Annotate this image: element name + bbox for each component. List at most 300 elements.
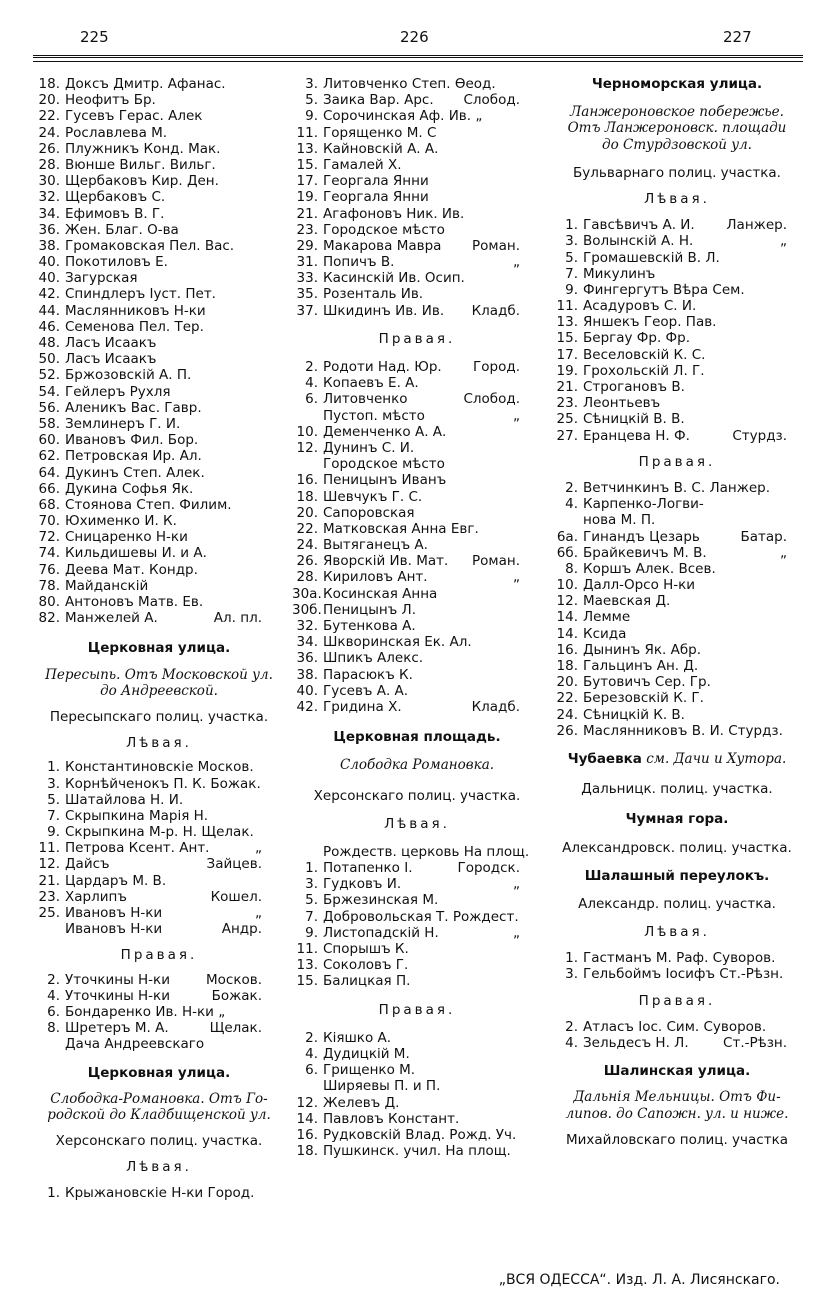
- house-number: 3.: [565, 966, 578, 983]
- house-number: 9.: [305, 108, 318, 125]
- resident-name: Бергау Фр. Фр.: [583, 330, 691, 347]
- list-item: [34, 1004, 262, 1020]
- resident-name: Листопадскій Н.: [323, 924, 439, 941]
- street-name: Чубаевка: [567, 750, 642, 767]
- house-number: 4.: [565, 1035, 578, 1051]
- list-item: [34, 889, 262, 905]
- list-item: [34, 141, 262, 157]
- list-item: [552, 723, 787, 739]
- list-item: [292, 602, 520, 618]
- house-number: 6.: [305, 1062, 318, 1079]
- house-number: 76.: [38, 561, 60, 578]
- resident-name: Сницаренко Н-ки: [65, 529, 188, 546]
- house-number: 20.: [296, 504, 318, 521]
- resident-name: Косинская Анна: [323, 585, 438, 602]
- resident-name: Яншекъ Геор. Пав.: [583, 314, 717, 331]
- list-item: [552, 395, 787, 411]
- resident-name: Шевчукъ Г. С.: [323, 488, 423, 505]
- resident-name: Дукина Софья Як.: [65, 480, 194, 497]
- resident-name: Плужникъ Конд. Мак.: [65, 140, 221, 157]
- list-c3sr: [552, 1019, 787, 1051]
- section-title: Чумная гора.: [625, 811, 729, 828]
- list-item: [34, 189, 262, 205]
- list-item: [292, 941, 520, 957]
- location-note: Кладб.: [471, 302, 520, 319]
- list-item: [292, 408, 520, 424]
- house-number: 29.: [296, 237, 318, 254]
- list-item: [34, 416, 262, 432]
- resident-name: Маевская Д.: [583, 593, 671, 610]
- house-number: 37.: [296, 302, 318, 319]
- house-number: 6а.: [556, 528, 578, 545]
- resident-name: Уточкины Н-ки: [65, 971, 170, 988]
- resident-name: Городское мѣсто: [323, 456, 445, 473]
- section-subtitle: до Стурдзовской ул.: [602, 136, 752, 153]
- police-district: Херсонскаго полиц. участка.: [313, 787, 521, 804]
- house-number: 4.: [305, 375, 318, 392]
- list-item: [292, 667, 520, 683]
- list-item: [552, 496, 787, 512]
- section-title: Шалашный переулокъ.: [584, 867, 770, 884]
- resident-name: Гусевъ А. А.: [323, 682, 409, 699]
- location-note: Роман.: [472, 237, 520, 254]
- list-c3sl: [552, 950, 787, 982]
- resident-name: Сѣницкій В. В.: [583, 411, 685, 428]
- resident-name: Макарова Мавра: [323, 237, 442, 254]
- list-item: [552, 314, 787, 330]
- house-number: 33.: [296, 270, 318, 287]
- house-number: 30а.: [292, 585, 322, 602]
- house-number: 24.: [38, 124, 60, 141]
- location-note: „: [513, 569, 520, 586]
- house-number: 7.: [565, 265, 578, 282]
- location-note: Ст.-Рѣзн.: [723, 1035, 787, 1051]
- house-number: 64.: [38, 464, 60, 481]
- list-item: [292, 909, 520, 925]
- house-number: 78.: [38, 577, 60, 594]
- resident-name: Бржозовскій А. П.: [65, 367, 192, 384]
- house-number: 2.: [565, 479, 578, 496]
- list-item: [292, 424, 520, 440]
- resident-name: Матковская Анна Евг.: [323, 520, 479, 537]
- house-number: 1.: [47, 1185, 60, 1202]
- list-item: [552, 545, 787, 561]
- list-item: [292, 537, 520, 553]
- house-number: 18.: [38, 76, 60, 92]
- house-number: 54.: [38, 383, 60, 400]
- section-subtitle: липов. до Сапожн. ул. и ниже.: [565, 1105, 789, 1122]
- resident-name: Дунинъ С. И.: [323, 439, 415, 456]
- house-number: 22.: [296, 520, 318, 537]
- resident-name: Городское мѣсто: [323, 221, 445, 238]
- resident-name: Скрыпкина Марія Н.: [65, 807, 209, 824]
- house-number: 18.: [296, 488, 318, 505]
- house-number: 8.: [47, 1020, 60, 1037]
- house-number: 13.: [556, 314, 578, 331]
- house-number: 1.: [565, 950, 578, 967]
- list-item: [292, 472, 520, 488]
- list-item: [552, 658, 787, 674]
- house-number: 48.: [38, 335, 60, 351]
- list-item: [34, 1036, 262, 1052]
- house-number: 30.: [38, 173, 60, 190]
- house-number: 23.: [38, 888, 60, 905]
- resident-name: Пустоп. мѣсто: [323, 407, 425, 424]
- house-number: 13.: [296, 957, 318, 974]
- resident-name: Шпикъ Алекс.: [323, 650, 424, 667]
- resident-name: Спиндлеръ Іуст. Пет.: [65, 286, 216, 303]
- house-number: 9.: [565, 281, 578, 298]
- resident-name: Неофитъ Бр.: [65, 92, 156, 109]
- resident-name: Манжелей А.: [65, 610, 158, 627]
- resident-name: Еранцева Н. Ф.: [583, 427, 690, 444]
- list-item: [34, 286, 262, 302]
- resident-name: Кильдишевы И. и А.: [65, 545, 207, 562]
- police-district: Бульварнаго полиц. участка.: [573, 164, 781, 181]
- house-number: 8.: [565, 560, 578, 577]
- resident-name: Константиновскіе Москов.: [65, 759, 254, 776]
- resident-name: Ивановъ Н-ки: [65, 905, 163, 921]
- list-item: [292, 303, 520, 319]
- side-left-heading: Лѣвая.: [644, 924, 710, 941]
- house-number: 12.: [38, 856, 60, 873]
- location-note: Слобод.: [463, 391, 520, 408]
- house-number: 2.: [305, 359, 318, 375]
- resident-name: Сапоровская: [323, 504, 415, 521]
- list-item: [552, 266, 787, 282]
- list-item: [34, 824, 262, 840]
- resident-name: Зельдесъ Н. Л.: [583, 1035, 689, 1051]
- house-number: 1.: [305, 860, 318, 877]
- resident-name: Копаевъ Е. А.: [323, 375, 419, 392]
- resident-name: Рождеств. церковь На площ.: [323, 843, 530, 860]
- house-number: 68.: [38, 496, 60, 513]
- house-number: 15.: [296, 973, 318, 990]
- list-item: [292, 440, 520, 456]
- list-item: [292, 876, 520, 892]
- list-item: [34, 610, 262, 626]
- house-number: 16.: [296, 1126, 318, 1143]
- house-number: 25.: [38, 905, 60, 921]
- list-item: [34, 497, 262, 513]
- resident-name: Добровольская Т. Рождест.: [323, 908, 519, 925]
- resident-name: Желевъ Д.: [323, 1094, 400, 1111]
- resident-name: Ивановъ Фил. Бор.: [65, 432, 199, 449]
- list-item: [292, 505, 520, 521]
- resident-name: Карпенко-Логви-: [583, 496, 704, 513]
- list-item: [34, 108, 262, 124]
- resident-name: Юхименко И. К.: [65, 513, 177, 530]
- house-number: 27.: [556, 427, 578, 444]
- house-number: 7.: [305, 908, 318, 925]
- list-item: [292, 238, 520, 254]
- resident-name: Заика Вар. Арс.: [323, 92, 434, 109]
- resident-name: Веселовскій К. С.: [583, 346, 706, 363]
- house-number: 16.: [556, 641, 578, 658]
- list-item: [552, 609, 787, 625]
- list-item: [292, 860, 520, 876]
- resident-name: Рославлева М.: [65, 124, 168, 141]
- resident-name: Строгановъ В.: [583, 379, 685, 395]
- house-number: 5.: [305, 892, 318, 909]
- side-right-heading: Правая.: [120, 947, 198, 964]
- location-note: Город.: [473, 359, 520, 375]
- list-item: [292, 892, 520, 908]
- list-item: [34, 562, 262, 578]
- resident-name: нова М. П.: [583, 512, 656, 529]
- house-number: 15.: [556, 330, 578, 347]
- house-number: 52.: [38, 367, 60, 384]
- house-number: 6.: [305, 391, 318, 408]
- list-item: [34, 254, 262, 270]
- resident-name: Гудковъ И.: [323, 876, 402, 893]
- house-number: 22.: [38, 108, 60, 125]
- resident-name: Бржезинская М.: [323, 892, 439, 909]
- police-district: Херсонскаго полиц. участка.: [55, 1133, 263, 1150]
- house-number: 9.: [47, 824, 60, 841]
- list-item: [34, 384, 262, 400]
- house-number: 4.: [565, 496, 578, 513]
- list-item: [292, 141, 520, 157]
- location-note: „: [513, 254, 520, 271]
- resident-name: Волынскій А. Н.: [583, 233, 694, 250]
- list-item: [292, 189, 520, 205]
- police-district: Михайловскаго полиц. участка: [565, 1131, 788, 1148]
- location-note: Щелак.: [209, 1020, 262, 1037]
- resident-name: Корнѣйченокъ П. К. Божак.: [65, 775, 261, 792]
- location-note: Божак.: [211, 987, 262, 1004]
- list-item: [292, 173, 520, 189]
- house-number: 28.: [296, 569, 318, 586]
- list-item: [292, 957, 520, 973]
- list-item: [34, 972, 262, 988]
- list-item: [552, 642, 787, 658]
- location-note: „: [780, 233, 787, 250]
- house-number: 1.: [47, 759, 60, 776]
- house-number: 40.: [38, 270, 60, 287]
- resident-name: Ширяевы П. и П.: [323, 1078, 441, 1095]
- resident-name: Ласъ Исаакъ: [65, 335, 157, 351]
- resident-name: Крыжановскіе Н-ки Город.: [65, 1185, 255, 1202]
- list-item: [34, 529, 262, 545]
- list-item: [292, 699, 520, 715]
- list-item: [34, 481, 262, 497]
- resident-name: Ефимовъ В. Г.: [65, 205, 165, 222]
- page-number-left: 225: [80, 28, 109, 46]
- house-number: 14.: [556, 609, 578, 626]
- list-item: [552, 950, 787, 966]
- list-item: [34, 465, 262, 481]
- list-item: [292, 125, 520, 141]
- resident-name: Касинскій Ив. Осип.: [323, 270, 465, 287]
- list-item: [292, 157, 520, 173]
- list-item: [292, 925, 520, 941]
- house-number: 21.: [296, 205, 318, 222]
- house-number: 2.: [47, 971, 60, 988]
- list-item: [292, 650, 520, 666]
- house-number: 14.: [556, 625, 578, 642]
- house-number: 30б.: [292, 601, 322, 618]
- house-number: 31.: [296, 254, 318, 271]
- list-item: [34, 432, 262, 448]
- house-number: 20.: [38, 92, 60, 109]
- house-number: 44.: [38, 302, 60, 319]
- location-note: „: [513, 876, 520, 893]
- resident-name: Яворскій Ив. Мат.: [323, 553, 449, 570]
- resident-name: Пеницынъ Л.: [323, 601, 417, 618]
- resident-name: Розенталь Ив.: [323, 286, 424, 303]
- list-item: [292, 92, 520, 108]
- house-number: 18.: [556, 658, 578, 674]
- resident-name: Вюнше Вильг. Вильг.: [65, 156, 216, 173]
- list-item: [552, 690, 787, 706]
- list-item: [34, 448, 262, 464]
- section-subtitle: Слободка-Романовка. Отъ Го-: [50, 1090, 268, 1107]
- resident-name: Аленикъ Вас. Гавр.: [65, 399, 202, 416]
- resident-name: Гельбоймъ Іосифъ Ст.-Рѣзн.: [583, 966, 784, 983]
- column-1: [34, 76, 284, 1202]
- list-item: [552, 1035, 787, 1051]
- house-number: 11.: [556, 298, 578, 315]
- resident-name: Деева Мат. Кондр.: [65, 561, 198, 578]
- house-number: 74.: [38, 545, 60, 562]
- list-item: [292, 1127, 520, 1143]
- house-number: 56.: [38, 399, 60, 416]
- location-note: Слобод.: [463, 92, 520, 109]
- house-number: 10.: [556, 577, 578, 594]
- list-item: [552, 1019, 787, 1035]
- house-number: 70.: [38, 513, 60, 530]
- house-number: 62.: [38, 448, 60, 465]
- house-number: 14.: [296, 1110, 318, 1127]
- list-c2r: [292, 1030, 520, 1160]
- side-right-heading: Правая.: [638, 992, 716, 1009]
- section-subtitle: Пересыпь. Отъ Московской ул.: [45, 666, 273, 683]
- list-c1r1: [34, 972, 262, 1053]
- house-number: 12.: [296, 1094, 318, 1111]
- list-item: [552, 233, 787, 249]
- resident-name: Грохольскій Л. Г.: [583, 362, 705, 379]
- list-item: [34, 222, 262, 238]
- house-number: 19.: [556, 362, 578, 379]
- resident-name: Литовченко: [323, 391, 408, 408]
- resident-name: Коршъ Алек. Всев.: [583, 560, 716, 577]
- list-item: [552, 529, 787, 545]
- list-item: [552, 282, 787, 298]
- list-item: [34, 270, 262, 286]
- resident-name: Дукинъ Степ. Алек.: [65, 464, 205, 481]
- resident-name: Агафоновъ Ник. Ив.: [323, 205, 465, 222]
- resident-name: Бутовичъ Сер. Гр.: [583, 674, 711, 691]
- location-note: Андр.: [221, 921, 262, 938]
- house-number: 40.: [296, 682, 318, 699]
- house-number: 23.: [296, 221, 318, 238]
- list-item: [34, 367, 262, 383]
- house-number: 3.: [305, 76, 318, 92]
- resident-name: Кайновскій А. А.: [323, 140, 439, 157]
- resident-name: Шкидинъ Ив. Ив.: [323, 302, 445, 319]
- resident-name: Шкворинская Ек. Ал.: [323, 634, 472, 651]
- list-item: [34, 792, 262, 808]
- house-number: 18.: [296, 1143, 318, 1160]
- resident-name: Харлипъ: [65, 888, 127, 905]
- resident-name: Маслянниковъ Н-ки: [65, 302, 206, 319]
- list-item: [34, 905, 262, 921]
- list-item: [292, 569, 520, 585]
- list-c3l: [552, 217, 787, 444]
- resident-name: Георгала Янни: [323, 189, 429, 206]
- section-subtitle: до Андреевской.: [100, 682, 218, 699]
- list-item: [34, 921, 262, 937]
- resident-name: Гинандъ Цезарь: [583, 528, 700, 545]
- resident-name: Петровская Ир. Ал.: [65, 448, 202, 465]
- resident-name: Скрыпкина М-р. Н. Щелак.: [65, 824, 254, 841]
- resident-name: Фингергутъ Вѣра Сем.: [583, 281, 745, 298]
- resident-name: Шретеръ М. А.: [65, 1020, 169, 1037]
- house-number: 26.: [38, 140, 60, 157]
- list-item: [292, 1030, 520, 1046]
- list-item: [292, 1046, 520, 1062]
- list-item: [292, 359, 520, 375]
- house-number: 50.: [38, 351, 60, 368]
- list-item: [292, 270, 520, 286]
- house-number: 2.: [565, 1018, 578, 1035]
- resident-name: Загурская: [65, 270, 138, 287]
- list-item: [34, 76, 262, 92]
- police-district: Пересыпскаго полиц. участка.: [49, 708, 269, 725]
- side-left-heading: Лѣвая.: [126, 1159, 192, 1176]
- list-item: [34, 206, 262, 222]
- list-item: [34, 1020, 262, 1036]
- house-number: 21.: [556, 379, 578, 395]
- resident-name: Леонтьевъ: [583, 395, 661, 412]
- side-right-heading: Правая.: [378, 330, 456, 347]
- list-item: [34, 1185, 262, 1201]
- house-number: 35.: [296, 286, 318, 303]
- resident-name: Парасюкъ К.: [323, 666, 413, 683]
- house-number: 3.: [305, 876, 318, 893]
- list-item: [292, 553, 520, 569]
- list-item: [292, 206, 520, 222]
- section-subtitle: Отъ Ланжероновск. площади: [567, 120, 787, 137]
- side-right-heading: Правая.: [638, 453, 716, 470]
- list-col1: [34, 76, 262, 626]
- list-item: [292, 843, 530, 860]
- list-item: [292, 1078, 520, 1094]
- list-item: [292, 76, 520, 92]
- resident-name: Щербаковъ С.: [65, 189, 166, 206]
- house-number: 3.: [565, 233, 578, 250]
- house-number: 34.: [296, 634, 318, 651]
- resident-name: Пушкинск. учил. На площ.: [323, 1143, 511, 1160]
- location-note: Кладб.: [471, 698, 520, 715]
- list-item: [552, 966, 787, 982]
- list-c3r: [552, 480, 787, 739]
- list-item: [292, 1095, 520, 1111]
- house-number: 20.: [556, 674, 578, 691]
- resident-name: Потапенко І.: [323, 860, 413, 877]
- resident-name: Ивановъ Н-ки: [65, 921, 163, 938]
- header-rule: [33, 55, 803, 62]
- side-left-heading: Лѣвая.: [384, 815, 450, 832]
- resident-name: Гейлеръ Рухля: [65, 383, 171, 400]
- list-item: [552, 577, 787, 593]
- location-note: Кошел.: [210, 888, 262, 905]
- resident-name: Гастманъ М. Раф. Суворов.: [583, 950, 776, 967]
- section-subtitle: Ланжероновское побережье.: [570, 104, 784, 121]
- list-item: [552, 626, 787, 642]
- location-note: Москов.: [206, 971, 262, 988]
